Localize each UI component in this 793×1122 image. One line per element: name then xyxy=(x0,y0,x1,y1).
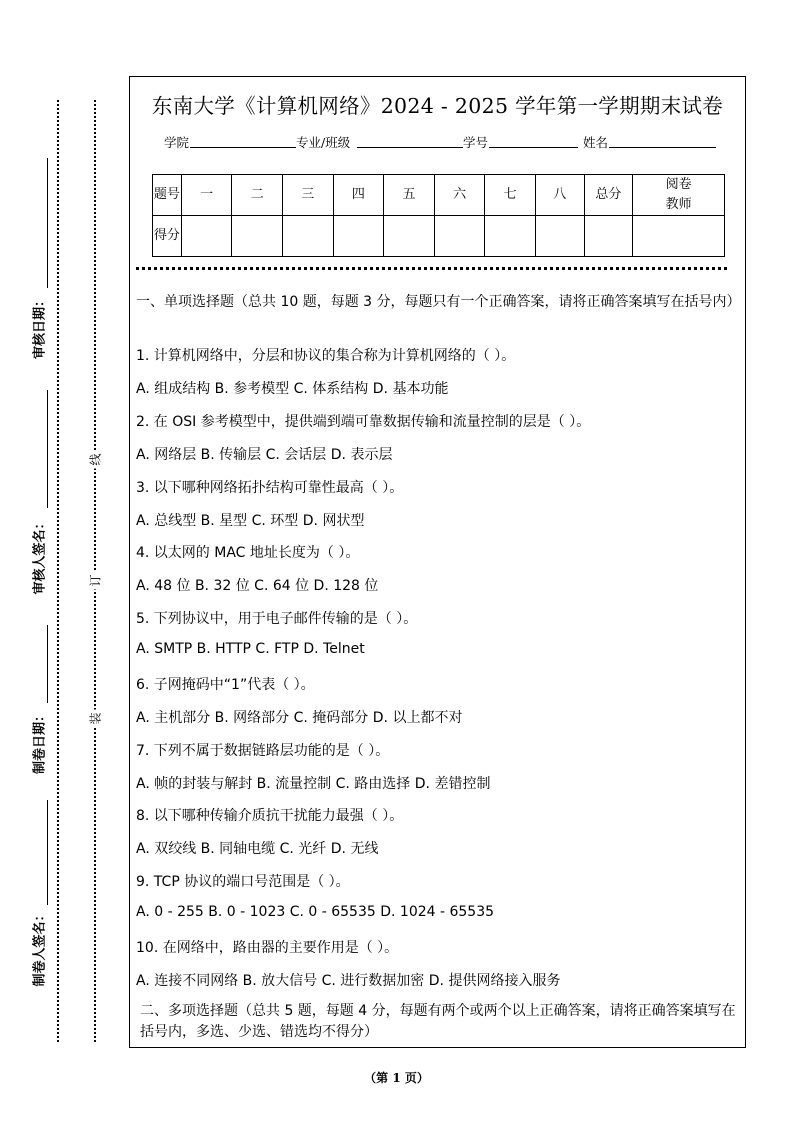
question-5: 5. 下列协议中，用于电子邮件传输的是（ ）。 xyxy=(136,611,418,627)
question-9-options: A. 0 - 255 B. 0 - 1023 C. 0 - 65535 D. 1024 - 65535 xyxy=(136,904,495,920)
header-cell: 总分 xyxy=(584,175,633,216)
section-1-heading: 一、单项选择题（总共 10 题，每题 3 分，每题只有一个正确答案，请将正确答案填写在括号内） xyxy=(136,294,741,310)
header-cell: 题号 xyxy=(153,175,182,216)
score-cell[interactable] xyxy=(633,216,725,257)
question-1: 1. 计算机网络中，分层和协议的集合称为计算机网络的（ ）。 xyxy=(136,348,516,364)
score-row-label: 得分 xyxy=(153,216,182,257)
sidebar-dotted-line-left xyxy=(57,100,59,1042)
college-label: 学院 xyxy=(164,135,190,150)
score-cell[interactable] xyxy=(333,216,384,257)
exam-frame xyxy=(129,76,746,1048)
score-cell[interactable] xyxy=(384,216,435,257)
bind-mark: 订 xyxy=(85,572,106,590)
score-cell[interactable] xyxy=(434,216,485,257)
score-table xyxy=(152,174,725,257)
score-cell[interactable] xyxy=(283,216,334,257)
section-2-heading: 二、多项选择题（总共 5 题，每题 4 分，每题有两个或两个以上正确答案，请将正确答案填写在括号内，多选、少选、错选均不得分） xyxy=(140,1003,736,1040)
question-8-options: A. 双绞线 B. 同轴电缆 C. 光纤 D. 无线 xyxy=(136,841,379,857)
question-10: 10. 在网络中，路由器的主要作用是（ ）。 xyxy=(136,940,399,956)
name-label: 姓名 xyxy=(583,135,609,150)
header-cell: 二 xyxy=(232,175,283,216)
question-8: 8. 以下哪种传输介质抗干扰能力最强（ ）。 xyxy=(136,808,404,824)
question-6-options: A. 主机部分 B. 网络部分 C. 掩码部分 D. 以上都不对 xyxy=(136,710,463,726)
question-3-options: A. 总线型 B. 星型 C. 环型 D. 网状型 xyxy=(136,513,365,529)
question-4: 4. 以太网的 MAC 地址长度为（ ）。 xyxy=(136,545,360,561)
reviewer-sign-label: 审核人签名： xyxy=(32,516,48,595)
header-cell: 七 xyxy=(485,175,536,216)
name-field[interactable] xyxy=(609,147,716,148)
question-5-options: A. SMTP B. HTTP C. FTP D. Telnet xyxy=(136,641,365,657)
question-9: 9. TCP 协议的端口号范围是（ ）。 xyxy=(136,874,350,890)
question-2-options: A. 网络层 B. 传输层 C. 会话层 D. 表示层 xyxy=(136,447,393,463)
header-cell: 五 xyxy=(384,175,435,216)
dotted-separator xyxy=(136,267,727,270)
line-mark: 线 xyxy=(85,451,106,469)
question-6: 6. 子网掩码中“1”代表（ ）。 xyxy=(136,677,315,693)
header-cell: 一 xyxy=(181,175,232,216)
student-id-label: 学号 xyxy=(463,135,489,150)
question-1-options: A. 组成结构 B. 参考模型 C. 体系结构 D. 基本功能 xyxy=(136,381,449,397)
question-10-options: A. 连接不同网络 B. 放大信号 C. 进行数据加密 D. 提供网络接入服务 xyxy=(136,973,561,989)
header-cell: 三 xyxy=(283,175,334,216)
reviewer-sign-underline xyxy=(47,390,48,508)
question-3: 3. 以下哪种网络拓扑结构可靠性最高（ ）。 xyxy=(136,480,404,496)
header-cell: 四 xyxy=(333,175,384,216)
maker-sign-label: 制卷人签名： xyxy=(32,908,48,987)
score-table-score-row xyxy=(153,216,725,257)
score-cell[interactable] xyxy=(232,216,283,257)
review-date-underline xyxy=(47,158,48,288)
major-label: 专业/班级 xyxy=(296,135,351,150)
maker-date-label: 制卷日期： xyxy=(32,709,48,775)
question-7: 7. 下列不属于数据链路层功能的是（ ）。 xyxy=(136,743,390,759)
score-table-header-row xyxy=(153,175,725,216)
header-cell: 八 xyxy=(535,175,584,216)
major-field[interactable] xyxy=(357,147,463,148)
header-cell: 六 xyxy=(434,175,485,216)
score-cell[interactable] xyxy=(535,216,584,257)
seal-mark: 装 xyxy=(85,710,106,728)
question-7-options: A. 帧的封装与解封 B. 流量控制 C. 路由选择 D. 差错控制 xyxy=(136,776,491,792)
score-cell[interactable] xyxy=(485,216,536,257)
student-id-field[interactable] xyxy=(489,147,578,148)
score-cell[interactable] xyxy=(584,216,633,257)
maker-date-underline xyxy=(47,625,48,703)
question-2: 2. 在 OSI 参考模型中，提供端到端可靠数据传输和流量控制的层是（ ）。 xyxy=(136,414,591,430)
question-4-options: A. 48 位 B. 32 位 C. 64 位 D. 128 位 xyxy=(136,578,379,594)
college-field[interactable] xyxy=(190,147,296,148)
header-cell: 阅卷教师 xyxy=(633,175,725,216)
exam-title: 东南大学《计算机网络》2024 - 2025 学年第一学期期末试卷 xyxy=(151,94,724,118)
score-cell[interactable] xyxy=(181,216,232,257)
maker-sign-underline xyxy=(47,800,48,905)
page-number: （第 1 页） xyxy=(364,1071,429,1085)
review-date-label: 审核日期： xyxy=(32,294,48,360)
